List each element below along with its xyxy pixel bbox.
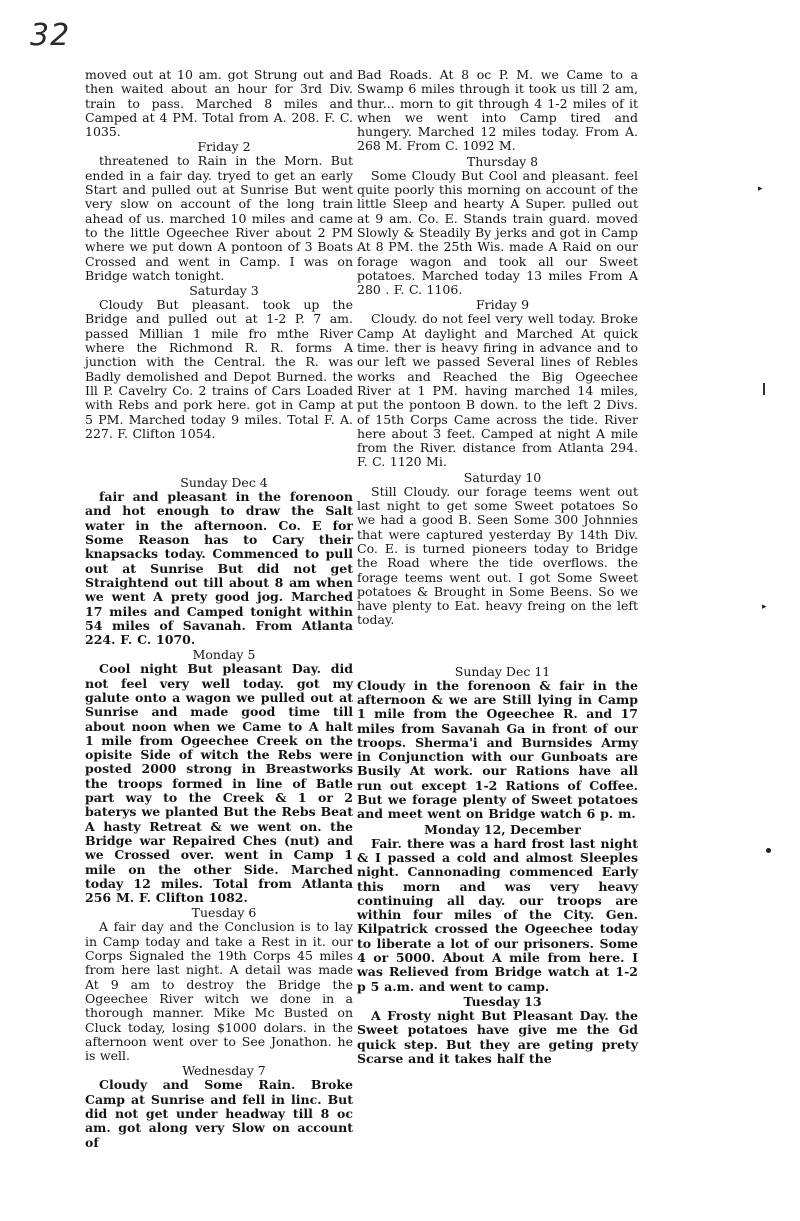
entry-heading: Wednesday 7 [182,1063,266,1079]
diary-entry [85,475,353,647]
diary-entry [85,283,353,441]
diary-entry [85,1063,353,1149]
diary-entry [85,647,353,905]
scan-mark: ▸ [762,602,767,612]
entry-text: Cloudy. do not feel very well today. Broke Camp At daylight and Marched At quick time. ther is heavy firing in advance and to our left we passed Several lines of Rebles works and Reached the Big Ogeechee River at 1 PM. having marched 14 miles, put the pontoon B down. to the left 2 Divs. of 15th Corps Came across the tide. River here about 3 feet. Camped at night A mile from the River. distance from Atlanta 294. F. C. 1120 Mi. [357,311,638,470]
entry-text: moved out at 10 am. got Strung out and then waited about an hour for 3rd Div. train to pass. Marched 8 miles and Camped at 4 PM. Total from A. 208. F. C. 1035. [85,67,353,140]
entry-text: Cloudy and Some Rain. Broke Camp at Sunrise and fell in linc. But did not get under headway till 8 oc am. got along very Slow on account of [85,1077,353,1150]
diary-entry [357,822,638,994]
diary-entry [357,664,638,822]
entry-text: A Frosty night But Pleasant Day. the Sweet potatoes have give me the Gd quick step. But they are geting prety Scarse and it takes half the [357,1007,638,1066]
diary-entry [357,994,638,1066]
entry-text: Bad Roads. At 8 oc P. M. we Came to a Swamp 6 miles through it took us till 2 am, thur... morn to git through 4 1-2 miles of it when we went into Camp tired and hungery. Marched 12 miles today. From A. 268 M. From C. 1092 M. [357,67,638,154]
scan-mark [766,848,771,853]
entry-heading: Tuesday 13 [463,993,542,1009]
entry-heading: Saturday 10 [463,469,542,485]
entry-heading: Saturday 3 [189,283,259,299]
entry-text: fair and pleasant in the forenoon and hot enough to draw the Salt water in the afternoon. Co. E for Some Reason has to Cary their knapsacks today. Commenced to pull out at Sunrise But did not get Straightend out till about 8 am when we went A prety good jog. Marched 17 miles and Camped tonight within 54 miles of Savanah. From Atlanta 224. F. C. 1070. [85,489,353,648]
diary-entry [85,905,353,1063]
diary-entry [357,297,638,469]
entry-text: A fair day and the Conclusion is to lay in Camp today and take a Rest in it. our Corps Signaled the 19th Corps 45 miles from here last night. A detail was made At 9 am to destroy the Bridge the Ogeechee River witch we done in a thorough manner. Mike Mc Busted on Cluck today, losing $1000 dolars. in the afternoon went over to See Jonathon. he is well. [85,919,353,1064]
entry-text: Fair. there was a hard frost last night & I passed a cold and almost Sleeples night. Cannonading commenced Early this morn and was very heavy continuing all day. our troops are within four miles of the City. Gen. Kilpatrick crossed the Ogeechee today to liberate a lot of our prisoners. Some 4 or 5000. About A mile from here. I was Relieved from Bridge watch at 1-2 p 5 a.m. and went to camp. [357,835,638,994]
right-column [357,68,638,1066]
entry-heading: Sunday Dec 11 [454,663,551,679]
entry-heading: Thursday 8 [466,153,539,169]
entry-text: Still Cloudy. our forage teems went out last night to get some Sweet potatoes So we had a good B. Seen Some 300 Johnnies that were captured yesterday By 14th Div. Co. E. is turned pioneers today to Bridge the Road where the tide overflows. the forage teems went out. I got Some Sweet potatoes & Brought in Some Beens. So we have plenty to Eat. heavy freing on the left today. [357,483,638,628]
entry-heading: Monday 5 [192,647,256,663]
diary-entry [357,154,638,298]
entry-heading: Sunday Dec 4 [180,475,268,491]
scan-mark [763,383,765,395]
page-number: 32 [30,18,71,53]
left-column [85,68,353,1150]
entry-text: threatened to Rain in the Morn. But ended in a fair day. tryed to get an early Start and pulled out at Sunrise But went very slow on account of the long train ahead of us. marched 10 miles and came to the little Ogeechee River about 2 PM where we put down A pontoon of 3 Boats Crossed and went in Camp. I was on Bridge watch tonight. [85,153,353,283]
entry-text: Cool night But pleasant Day. did not feel very well today. got my galute onto a wagon we pulled out at Sunrise and made good time till about noon when we Came to A halt 1 mile from Ogeechee Creek on the opisite Side of witch the Rebs were posted 2000 strong in Breastworks the troops formed in line of Batle part way to the Creek & 1 or 2 baterys we planted But the Rebs Beat A hasty Retreat & we went on. the Bridge war Repaired Ches (nut) and we Crossed over. went in Camp 1 mile on the other Side. Marched today 12 miles. Total from Atlanta 256 M. F. Clifton 1082. [85,661,353,906]
entry-text: Some Cloudy But Cool and pleasant. feel quite poorly this morning on account of the little Sleep and hearty A Super. pulled out at 9 am. Co. E. Stands train guard. moved Slowly & Steadily By jerks and got in Camp At 8 PM. the 25th Wis. made A Raid on our forage wagon and took all our Sweet potatoes. Marched today 13 miles From A 280 . F. C. 1106. [357,167,638,298]
diary-entry [357,68,638,154]
entry-heading: Tuesday 6 [191,905,257,921]
entry-heading: Friday 9 [475,297,530,313]
entry-heading: Monday 12, December [424,821,581,837]
entry-heading: Friday 2 [197,139,251,155]
diary-entry [85,68,353,139]
diary-entry [85,139,353,283]
entry-text: Cloudy in the forenoon & fair in the afternoon & we are Still lying in Camp 1 mile from the Ogeechee R. and 17 miles from Savanah Ga in front of our troops. Sherma'i and Burnsides Army in Conjunction with our Gunboats are Busily At work. our Rations have all run out except 1-2 Rations of Coffee. But we forage plenty of Sweet potatoes and meet went on Bridge watch 6 p. m. [357,677,638,822]
diary-entry [357,470,638,628]
scan-mark: ▸ [758,184,763,194]
entry-text: Cloudy But pleasant. took up the Bridge and pulled out at 1-2 P. 7 am. passed Millian 1 mile fro mthe River where the Richmond R. R. forms A junction with the Central. the R. was Badly demolished and Depot Burned. the Ill P. Cavelry Co. 2 trains of Cars Loaded with Rebs and pork here. got in Camp at 5 PM. Marched today 9 miles. Total F. A. 227. F. Clifton 1054. [85,297,353,441]
